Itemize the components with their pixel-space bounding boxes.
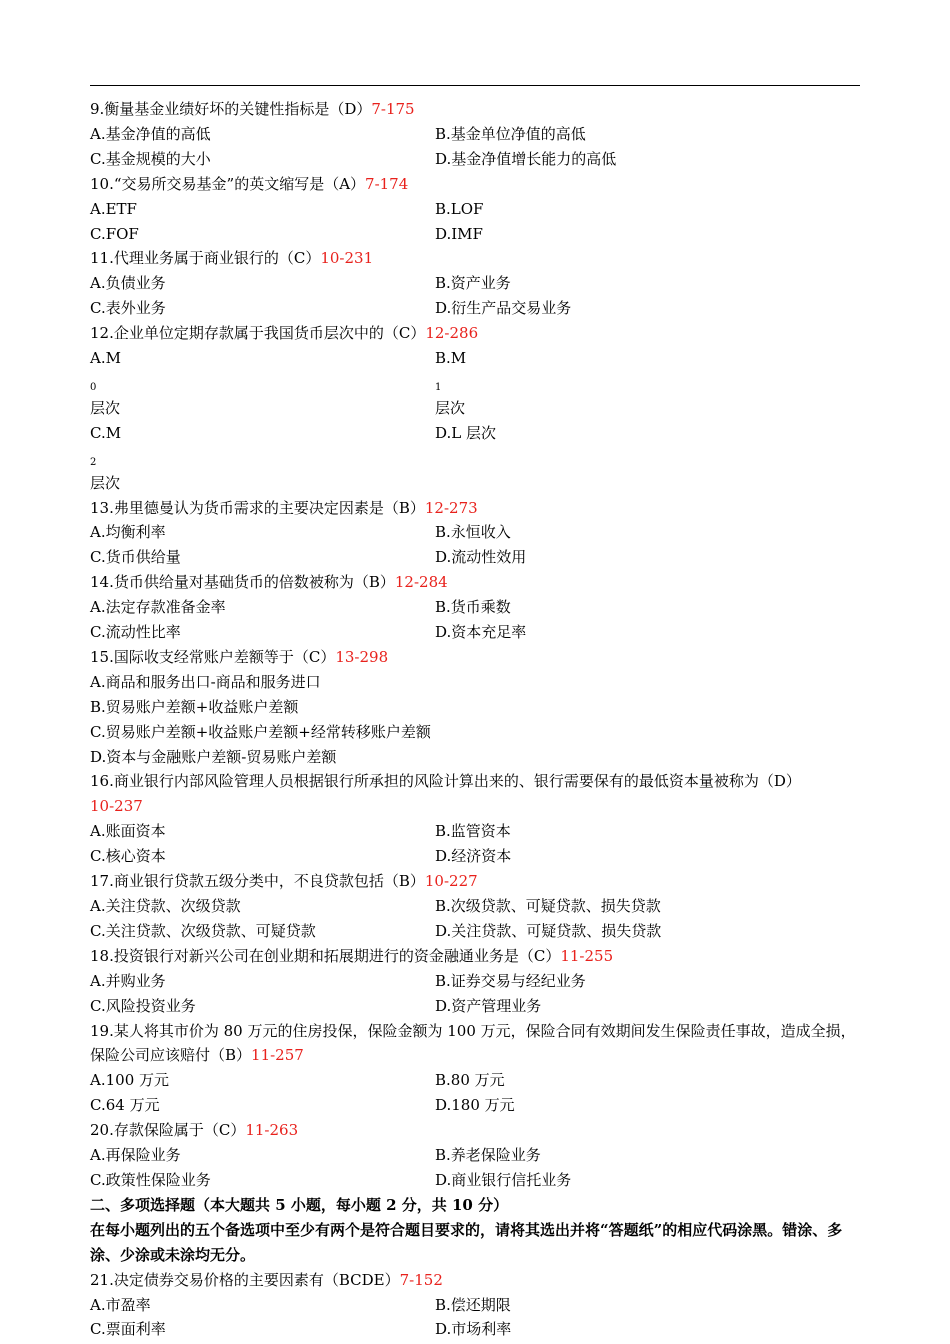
question-10: 10.“交易所交易基金”的英文缩写是（A）7-174 <box>90 174 409 193</box>
option-line: D.资本与金融账户差额-贸易账户差额 <box>90 747 337 766</box>
question-21: 21.决定债券交易价格的主要因素有（BCDE）7-152 <box>90 1270 443 1289</box>
page-reference: 10-227 <box>424 872 478 891</box>
question-20: 20.存款保险属于（C）11-263 <box>90 1121 299 1140</box>
question-16: 16.商业银行内部风险管理人员根据银行所承担的风险计算出来的、银行需要保有的最低资本量被称为（D） 10-237 <box>90 772 801 816</box>
options-row: C.M $_2$ 层次 D.L 层次 <box>90 423 496 492</box>
options-row: A.法定存款准备金率 B.货币乘数 <box>90 598 511 617</box>
options-row: C.货币供给量 D.流动性效用 <box>90 548 527 567</box>
page-reference: 12-273 <box>424 498 478 517</box>
page-reference: 11-257 <box>251 1046 304 1065</box>
options-row: C.政策性保险业务 D.商业银行信托业务 <box>90 1170 572 1189</box>
page-reference: 12-284 <box>394 573 448 592</box>
options-row: A.再保险业务 B.养老保险业务 <box>90 1146 541 1165</box>
options-row: C.FOF D.IMF <box>90 224 483 243</box>
question-19: 19.某人将其市价为 80 万元的住房投保，保险金额为 100 万元，保险合同有效期间发生保险责任事故，造成全损，保险公司应该赔付（B）11-257 <box>90 1021 856 1065</box>
options-row: C.关注贷款、次级贷款、可疑贷款 D.关注贷款、可疑贷款、损失贷款 <box>90 921 662 940</box>
options-row: A.均衡利率 B.永恒收入 <box>90 523 511 542</box>
page-reference: 11-255 <box>560 946 614 965</box>
options-row: C.票面利率 D.市场利率 <box>90 1320 512 1339</box>
options-row: A.100 万元 B.80 万元 <box>90 1071 505 1090</box>
header-rule <box>90 85 860 86</box>
section-instruction: 在每小题列出的五个备选项中至少有两个是符合题目要求的，请将其选出并将“答题纸”的相应代码涂黑。错涂、多涂、少涂或未涂均无分。 <box>90 1220 843 1264</box>
page-reference: 10-237 <box>90 797 143 816</box>
options-row: A.ETF B.LOF <box>90 199 484 218</box>
option-line: A.商品和服务出口-商品和服务进口 <box>90 672 321 691</box>
question-13: 13.弗里德曼认为货币需求的主要决定因素是（B）12-273 <box>90 498 478 517</box>
options-row: C.核心资本 D.经济资本 <box>90 847 512 866</box>
question-17: 17.商业银行贷款五级分类中，不良贷款包括（B）10-227 <box>90 872 478 891</box>
options-row: A.负债业务 B.资产业务 <box>90 274 511 293</box>
options-row: A.M $_0$ 层次 B.M $_1$ 层次 <box>90 349 467 417</box>
options-row: C.基金规模的大小 D.基金净值增长能力的高低 <box>90 149 617 168</box>
question-11: 11.代理业务属于商业银行的（C）10-231 <box>90 249 374 268</box>
options-row: A.关注贷款、次级贷款 B.次级贷款、可疑贷款、损失贷款 <box>90 897 661 915</box>
options-row: C.风险投资业务 D.资产管理业务 <box>90 996 542 1015</box>
options-row: C.64 万元 D.180 万元 <box>90 1096 515 1115</box>
question-14: 14.货币供给量对基础货币的倍数被称为（B）12-284 <box>90 573 448 592</box>
question-12: 12.企业单位定期存款属于我国货币层次中的（C）12-286 <box>90 324 479 343</box>
question-15: 15.国际收支经常账户差额等于（C）13-298 <box>90 647 389 666</box>
document-body <box>90 97 865 1342</box>
question-18: 18.投资银行对新兴公司在创业期和拓展期进行的资金融通业务是（C）11-255 <box>90 946 614 965</box>
option-line: B.贸易账户差额+收益账户差额 <box>90 697 299 716</box>
option-line: C.贸易账户差额+收益账户差额+经常转移账户差额 <box>90 722 431 741</box>
options-row: A.基金净值的高低 B.基金单位净值的高低 <box>90 124 586 143</box>
page-reference: 11-263 <box>245 1121 299 1140</box>
options-row: A.市盈率 B.偿还期限 <box>90 1295 511 1314</box>
options-row: C.流动性比率 D.资本充足率 <box>90 623 527 642</box>
page-reference: 7-152 <box>399 1270 443 1289</box>
page-reference: 7-174 <box>365 174 409 193</box>
page-reference: 12-286 <box>425 324 479 343</box>
page-reference: 7-175 <box>371 100 415 118</box>
section-heading: 二、多项选择题（本大题共 5 小题，每小题 2 分，共 10 分） <box>90 1195 509 1214</box>
options-row: C.表外业务 D.衍生产品交易业务 <box>90 299 572 318</box>
options-row: A.账面资本 B.监管资本 <box>90 822 511 841</box>
options-row: A.并购业务 B.证券交易与经纪业务 <box>90 971 586 990</box>
page-reference: 10-231 <box>320 249 374 268</box>
question-9: 9.衡量基金业绩好坏的关键性指标是（D）7-175 <box>90 100 415 118</box>
page-reference: 13-298 <box>335 647 389 666</box>
